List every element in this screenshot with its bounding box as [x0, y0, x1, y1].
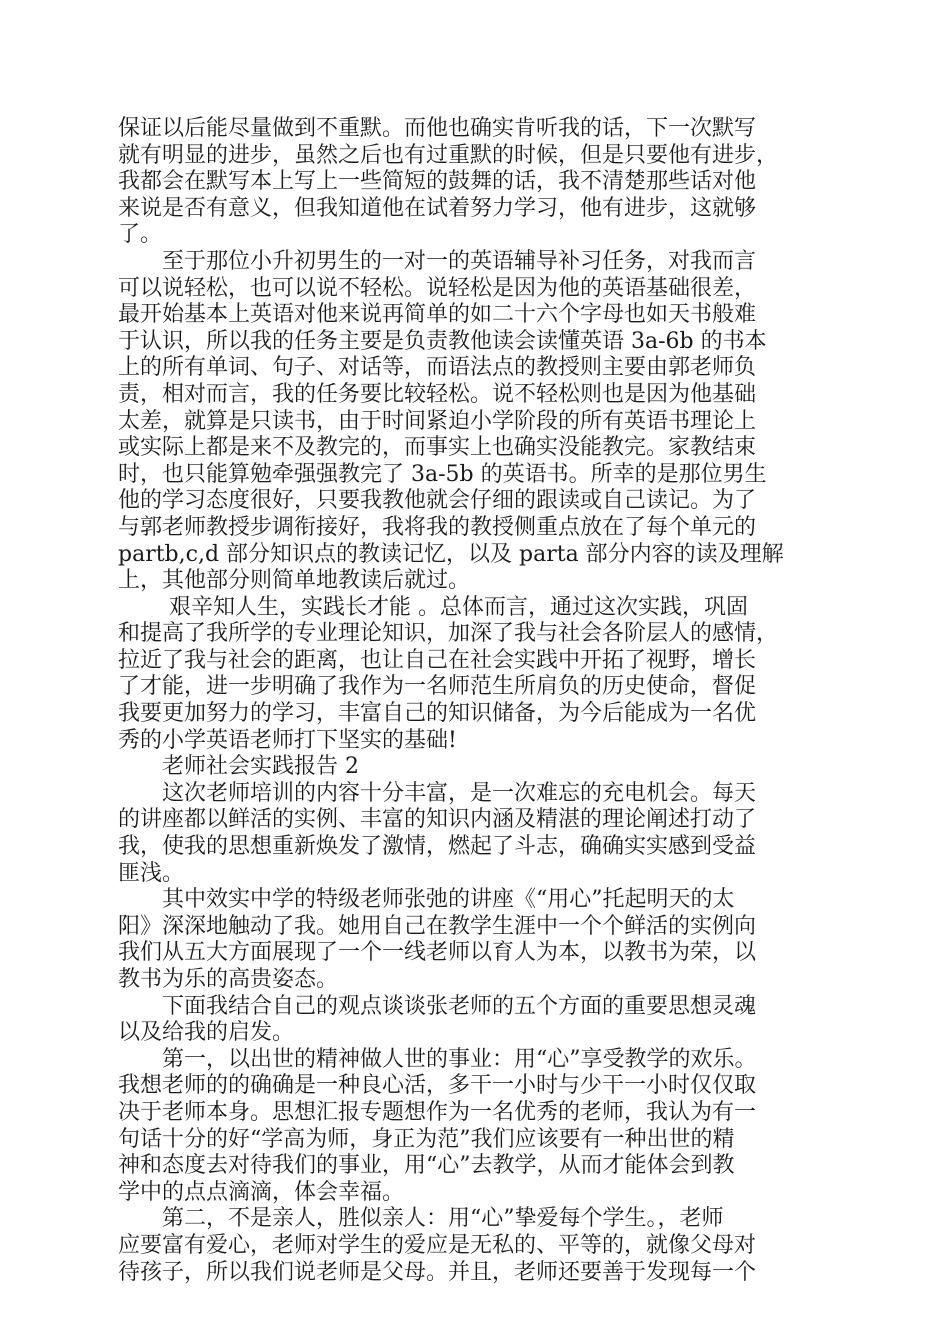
section-heading: 老师社会实践报告 2	[118, 754, 359, 780]
text-line: 太差，就算是只读书，由于时间紧迫小学阶段的所有英语书理论上	[118, 408, 757, 434]
text-line: 保证以后能尽量做到不重默。而他也确实肯听我的话，下一次默写	[118, 116, 757, 141]
text-line: 句话十分的好“学高为师，身正为范”我们应该要有一种出世的精	[118, 1126, 735, 1152]
text-line: 与郭老师教授步调衔接好，我将我的教授侧重点放在了每个单元的	[118, 514, 757, 540]
text-line: 第一，以出世的精神做人世的事业：用“心”享受教学的欢乐。	[118, 1046, 757, 1072]
text-line: 第二，不是亲人，胜似亲人：用“心”挚爱每个学生。，老师	[118, 1206, 724, 1232]
text-line: 或实际上都是来不及教完的，而事实上也确实没能教完。家教结束	[118, 435, 757, 461]
text-line: 可以说轻松，也可以说不轻松。说轻松是因为他的英语基础很差，	[118, 275, 757, 301]
text-line: 下面我结合自己的观点谈谈张老师的五个方面的重要思想灵魂	[118, 993, 757, 1019]
document-body	[118, 116, 830, 1286]
text-line: 我要更加努力的学习，丰富自己的知识储备，为今后能成为一名优	[118, 701, 757, 727]
text-line: 了才能，进一步明确了我作为一名师范生所肩负的历史使命，督促	[118, 674, 757, 700]
text-line: 他的学习态度很好，只要我教他就会仔细的跟读或自己读记。为了	[118, 488, 757, 514]
text-line: 时，也只能算勉牵强强教完了 3a-5b 的英语书。所幸的是那位男生	[118, 461, 767, 487]
text-line: 决于老师本身。思想汇报专题想作为一名优秀的老师，我认为有一	[118, 1099, 757, 1125]
text-line: 于认识，所以我的任务主要是负责教他读会读懂英语 3a-6b 的书本	[118, 328, 767, 354]
text-line: 我，使我的思想重新焕发了激情，燃起了斗志，确确实实感到受益	[118, 834, 757, 860]
text-line: 上，其他部分则简单地教读后就过。	[118, 568, 471, 594]
text-line: 和提高了我所学的专业理论知识，加深了我与社会各阶层人的感情，	[118, 621, 779, 647]
text-line: 匪浅。	[118, 860, 185, 886]
text-line: 的讲座都以鲜活的实例、丰富的知识内涵及精湛的理论阐述打动了	[118, 807, 757, 833]
text-line: 应要富有爱心，老师对学生的爱应是无私的、平等的，就像父母对	[118, 1232, 757, 1258]
text-line: 上的所有单词、句子、对话等，而语法点的教授则主要由郭老师负	[118, 355, 757, 381]
text-line: 阳》深深地触动了我。她用自己在教学生涯中一个个鲜活的实例向	[118, 913, 757, 939]
text-line: 待孩子，所以我们说老师是父母。并且，老师还要善于发现每一个	[118, 1259, 757, 1285]
text-line: 学中的点点滴滴，体会幸福。	[118, 1179, 405, 1205]
text-line: 责，相对而言，我的任务要比较轻松。说不轻松则也是因为他基础	[118, 381, 757, 407]
text-line: 我都会在默写本上写上一些简短的鼓舞的话，我不清楚那些话对他	[118, 169, 757, 195]
text-line: partb,c,d 部分知识点的教读记忆，以及 parta 部分内容的读及理解	[118, 541, 784, 567]
text-line: 至于那位小升初男生的一对一的英语辅导补习任务，对我而言	[118, 248, 757, 274]
text-line: 以及给我的启发。	[118, 1020, 295, 1046]
text-line: 就有明显的进步，虽然之后也有过重默的时候，但是只要他有进步，	[118, 142, 779, 168]
text-line: 最开始基本上英语对他来说再简单的如二十六个字母也如天书般难	[118, 302, 757, 328]
text-line: 艰辛知人生，实践长才能 。总体而言，通过这次实践，巩固	[118, 594, 748, 620]
text-line: 我想老师的的确确是一种良心活，多干一小时与少干一小时仅仅取	[118, 1073, 757, 1099]
text-line: 秀的小学英语老师打下坚实的基础!	[118, 727, 457, 753]
text-line: 来说是否有意义，但我知道他在试着努力学习，他有进步，这就够	[118, 195, 757, 221]
text-line: 神和态度去对待我们的事业，用“心”去教学，从而才能体会到教	[118, 1153, 735, 1179]
text-line: 教书为乐的高贵姿态。	[118, 967, 339, 992]
text-line: 这次老师培训的内容十分丰富，是一次难忘的充电机会。每天	[118, 780, 757, 806]
text-line: 我们从五大方面展现了一个一线老师以育人为本，以教书为荣，以	[118, 940, 757, 966]
text-line: 其中效实中学的特级老师张弛的讲座《“用心”托起明天的太	[118, 887, 735, 913]
text-line: 了。	[118, 222, 163, 248]
text-line: 拉近了我与社会的距离，也让自己在社会实践中开拓了视野，增长	[118, 647, 757, 673]
